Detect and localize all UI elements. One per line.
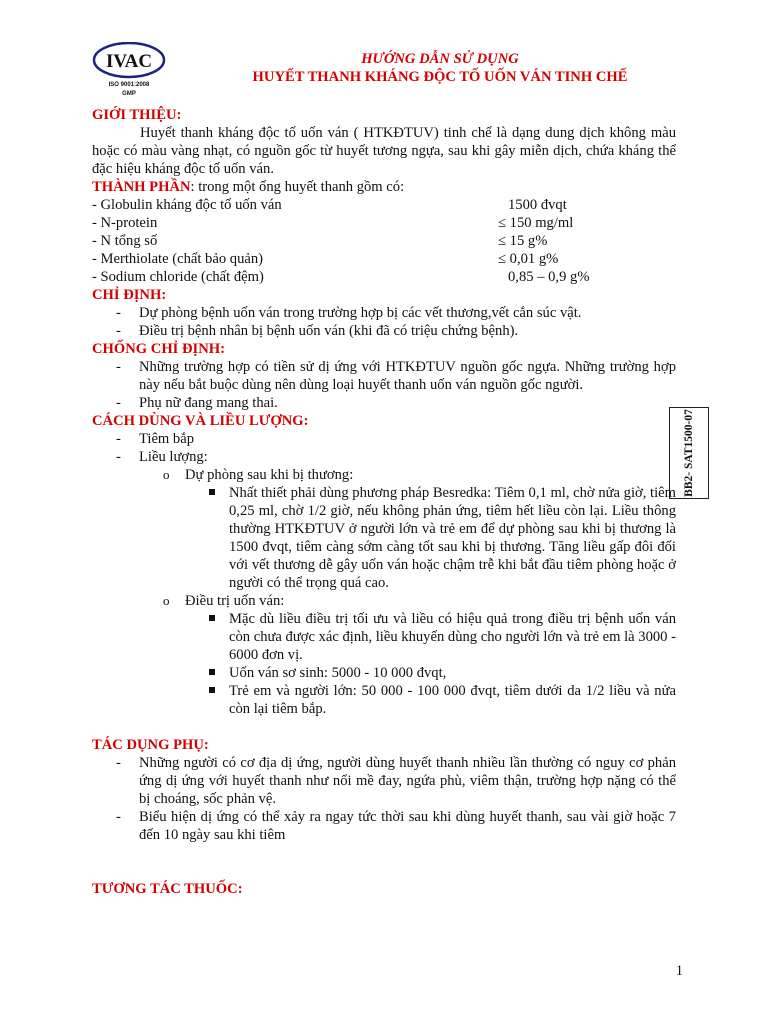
side-code-text: BB2- SAT1500-07 (683, 409, 695, 497)
contraindications-list (92, 358, 676, 412)
composition-intro: : trong một ống huyết thanh gồm có: (190, 179, 405, 195)
logo-text: IVAC (105, 51, 153, 72)
list-item: - Dự phòng bệnh uốn ván trong trường hợp bị các vết thương,vết cắn súc vật. (92, 304, 676, 322)
intro-heading: GIỚI THIỆU: (92, 107, 182, 123)
dosage-sublist-wrap (92, 466, 676, 718)
list-item: Nhất thiết phải dùng phương pháp Besredka: Tiêm 0,1 ml, chờ nửa giờ, tiêm 0,25 ml, chờ 1/2 giờ, nếu không phản ứng, tiêm hết liều còn lại. Liều thông thường HTKĐTUV ở người lớn và trẻ em để dự phòng sau khi bị thương là 1500 đvqt, tiêm càng sớm càng tốt sau khi bị thương. Tăng liều gấp đôi đối với vết thương dễ gây uốn ván hoặc chậm trễ khi bắt đầu tiêm phòng hoặc ở người có thể trọng quá cao. (185, 484, 676, 592)
page-number: 1 (675, 963, 683, 979)
list-item: - Những trường hợp có tiền sử dị ứng với HTKĐTUV nguồn gốc ngựa. Những trường hợp này nếu bắt buộc dùng nên dùng loại huyết thanh uốn ván nguồn gốc người. (92, 358, 676, 394)
composition-name: - N-protein (92, 215, 158, 231)
composition-value: ≤ 0,01 g% (498, 251, 559, 267)
dosage-route: - Tiêm bắp (92, 430, 676, 448)
ivac-logo (92, 42, 166, 102)
document-title-line1: HƯỚNG DẪN SỬ DỤNG (361, 51, 519, 67)
indications-list (92, 304, 676, 340)
dosage-label: - Liều lượng: (92, 448, 676, 466)
composition-value: 1500 đvqt (508, 197, 567, 213)
list-item: - Biểu hiện dị ứng có thể xảy ra ngay tức thời sau khi dùng huyết thanh, sau vài giờ hoặc 7 đến 10 ngày sau khi tiêm (92, 808, 676, 844)
list-item: Uốn ván sơ sinh: 5000 - 10 000 đvqt, (185, 664, 676, 682)
treatment-label-text: Điều trị uốn ván: (185, 593, 285, 609)
prevention-items-wrap (139, 484, 676, 592)
list-item: - Những người có cơ địa dị ứng, người dùng huyết thanh nhiều lần thường có nguy cơ phản ứng dị ứng với huyết thanh như nổi mề đay, ngứa phù, viêm thận, trường hợp nặng có thể bị choáng, sốc phản vệ. (92, 754, 676, 808)
side-effects-heading: TÁC DỤNG PHỤ: (92, 737, 209, 753)
composition-row (92, 214, 676, 232)
logo-gmp: GMP (122, 91, 136, 97)
ivac-logo-graphic (92, 42, 166, 102)
treatment-items (185, 610, 676, 718)
spacer (92, 718, 676, 736)
composition-value: ≤ 150 mg/ml (498, 215, 574, 231)
composition-row (92, 232, 676, 250)
composition-heading-line (92, 178, 676, 196)
indications-heading: CHỈ ĐỊNH: (92, 287, 167, 303)
dosage-list (92, 430, 676, 466)
treatment-label (139, 592, 676, 610)
dosage-heading: CÁCH DÙNG VÀ LIỀU LƯỢNG: (92, 413, 309, 429)
composition-row (92, 250, 676, 268)
composition-row (92, 268, 676, 286)
composition-name: - N tổng số (92, 233, 158, 249)
logo-iso: ISO 9001:2008 (108, 82, 150, 88)
composition-name: - Globulin kháng độc tố uốn ván (92, 197, 282, 213)
list-item: - Phụ nữ đang mang thai. (92, 394, 676, 412)
spacer (92, 844, 676, 880)
prevention-items (185, 484, 676, 592)
prevention-label-text: Dự phòng sau khi bị thương: (185, 467, 354, 483)
composition-name: - Merthiolate (chất bảo quản) (92, 251, 263, 267)
composition-name: - Sodium chloride (chất đệm) (92, 269, 264, 285)
composition-row (92, 196, 676, 214)
interactions-heading: TƯƠNG TÁC THUỐC: (92, 881, 243, 897)
intro-text: Huyết thanh kháng độc tố uốn ván ( HTKĐTUV) tinh chế là dạng dung dịch không màu hoặc có màu vàng nhạt, có nguồn gốc từ huyết tương ngựa, sau khi gây miễn dịch, chứa kháng thể đặc hiệu kháng độc tố uốn ván. (92, 125, 676, 177)
composition-heading: THÀNH PHẦN (92, 179, 191, 195)
document-body (92, 106, 676, 898)
list-item: - Điều trị bệnh nhân bị bệnh uốn ván (khi đã có triệu chứng bệnh). (92, 322, 676, 340)
dosage-sublist (139, 592, 676, 610)
prevention-label (139, 466, 676, 484)
list-item: Trẻ em và người lớn: 50 000 - 100 000 đvqt, tiêm dưới da 1/2 liều và nửa còn lại tiêm bắp. (185, 682, 676, 718)
treatment-items-wrap (139, 610, 676, 718)
contraindications-heading: CHỐNG CHỈ ĐỊNH: (92, 341, 225, 357)
dosage-sublist (139, 466, 676, 484)
composition-value: ≤ 15 g% (498, 233, 548, 249)
list-item: Mặc dù liều điều trị tối ưu và liều có hiệu quả trong điều trị bệnh uốn ván còn chưa được xác định, liều khuyến dùng cho người lớn và trẻ em là 3000 - 6000 đơn vị. (185, 610, 676, 664)
composition-value: 0,85 – 0,9 g% (508, 269, 590, 285)
side-effects-list (92, 754, 676, 844)
document-title-line2: HUYẾT THANH KHÁNG ĐỘC TỐ UỐN VÁN TINH CHẾ (252, 69, 628, 85)
